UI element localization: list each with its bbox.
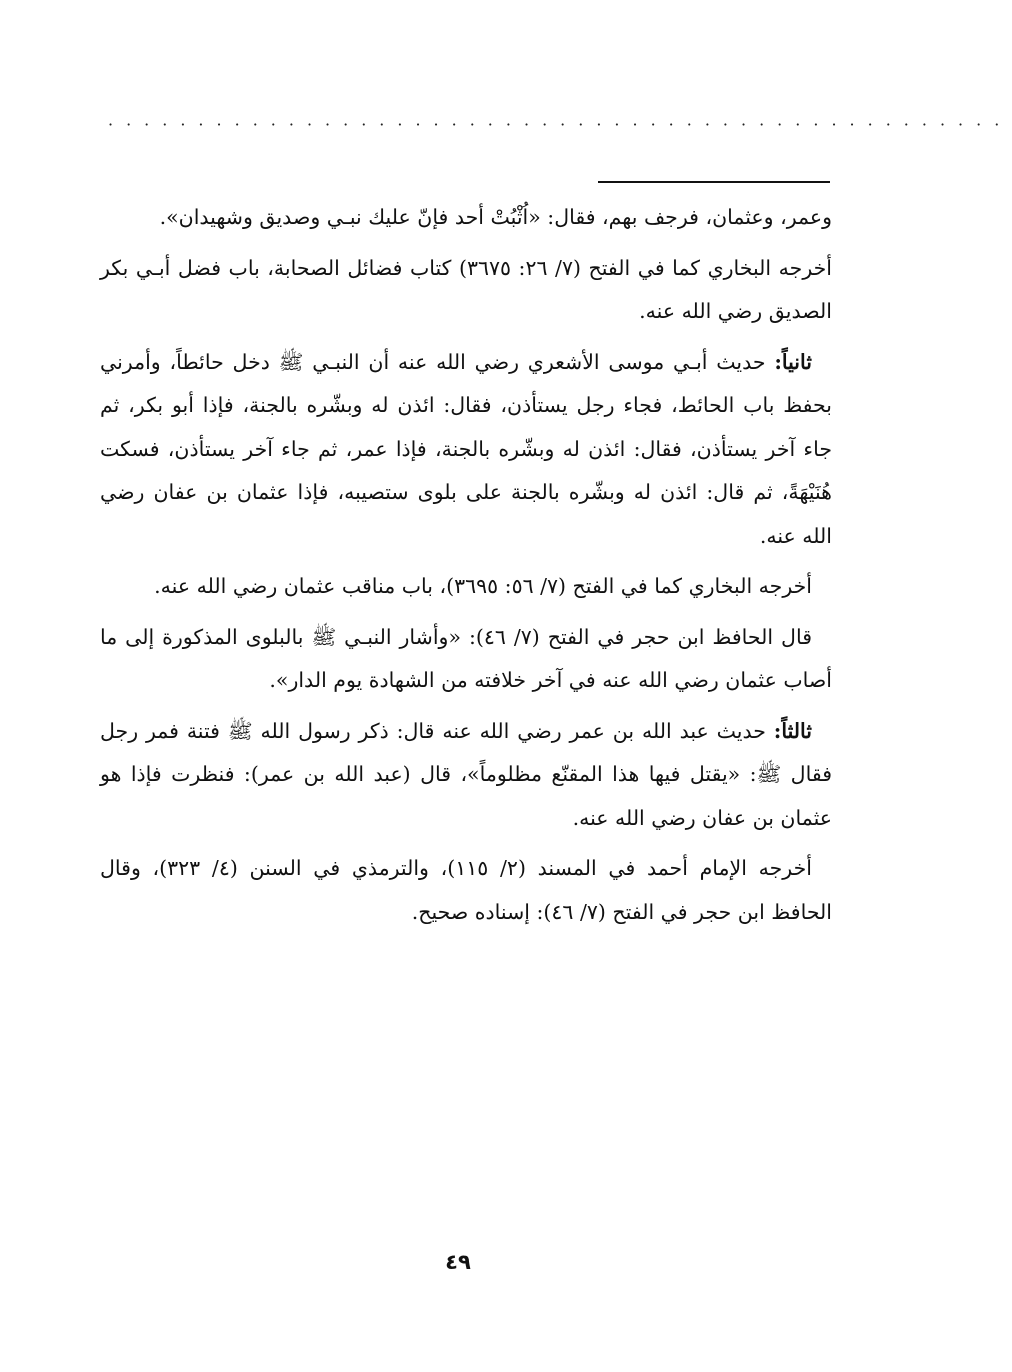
paragraph-7 [100, 847, 832, 934]
paragraph-lead: ثالثاً: [773, 718, 812, 743]
top-dotted-separator: ·················································· [108, 115, 1012, 134]
paragraph-2 [100, 247, 832, 334]
paragraph-3 [100, 341, 832, 559]
paragraph-text: حديث عبد الله بن عمر رضي الله عنه قال: ذكر رسول الله ﷺ فتنة فمر رجل فقال ﷺ: «يقتل فيها هذا المقنّع مظلوماً»، قال (عبد الله بن عمر): فنظرت فإذا هو عثمان بن عفان رضي الله عنه. [100, 718, 832, 830]
paragraph-text: أخرجه البخاري كما في الفتح (٧/ ٢٦: ٣٦٧٥) كتاب فضائل الصحابة، باب فضل أبـي بكر الصديق رضي الله عنه. [100, 255, 832, 323]
paragraph-text: قال الحافظ ابن حجر في الفتح (٧/ ٤٦): «وأشار النبـي ﷺ بالبلوى المذكورة إلى ما أصاب عثمان رضي الله عنه في آخر خلافته من الشهادة يوم الدار». [100, 624, 832, 692]
paragraph-text: حديث أبـي موسى الأشعري رضي الله عنه أن النبـي ﷺ دخل حائطاً، وأمرني بحفظ باب الحائط، فجاء رجل يستأذن، فقال: ائذن له وبشّره بالجنة، فإذا أبو بكر، ثم جاء آخر يستأذن، فقال: ائذن له وبشّره بالجنة، فإذا عمر، ثم جاء آخر يستأذن، فسكت هُنَيْهَةً، ثم قال: ائذن له وبشّره بالجنة على بلوى ستصيبه، فإذا عثمان بن عفان رضي الله عنه. [100, 349, 832, 548]
paragraph-text: وعمر، وعثمان، فرجف بهم، فقال: «اُثْبُتْ أحد فإنّ عليك نبـي وصديق وشهيدان». [159, 205, 832, 229]
page-body [100, 196, 832, 934]
paragraph-6 [100, 710, 832, 841]
paragraph-lead: ثانياً: [774, 349, 812, 374]
paragraph-4 [100, 565, 832, 609]
paragraph-5 [100, 616, 832, 703]
footnote-rule [598, 181, 830, 183]
page-number: ٤٩ [445, 1250, 471, 1274]
paragraph-1 [100, 196, 832, 240]
paragraph-text: أخرجه الإمام أحمد في المسند (٢/ ١١٥)، والترمذي في السنن (٤/ ٣٢٣)، وقال الحافظ ابن حجر في الفتح (٧/ ٤٦): إسناده صحيح. [100, 856, 832, 924]
paragraph-text: أخرجه البخاري كما في الفتح (٧/ ٥٦: ٣٦٩٥)، باب مناقب عثمان رضي الله عنه. [154, 574, 812, 598]
